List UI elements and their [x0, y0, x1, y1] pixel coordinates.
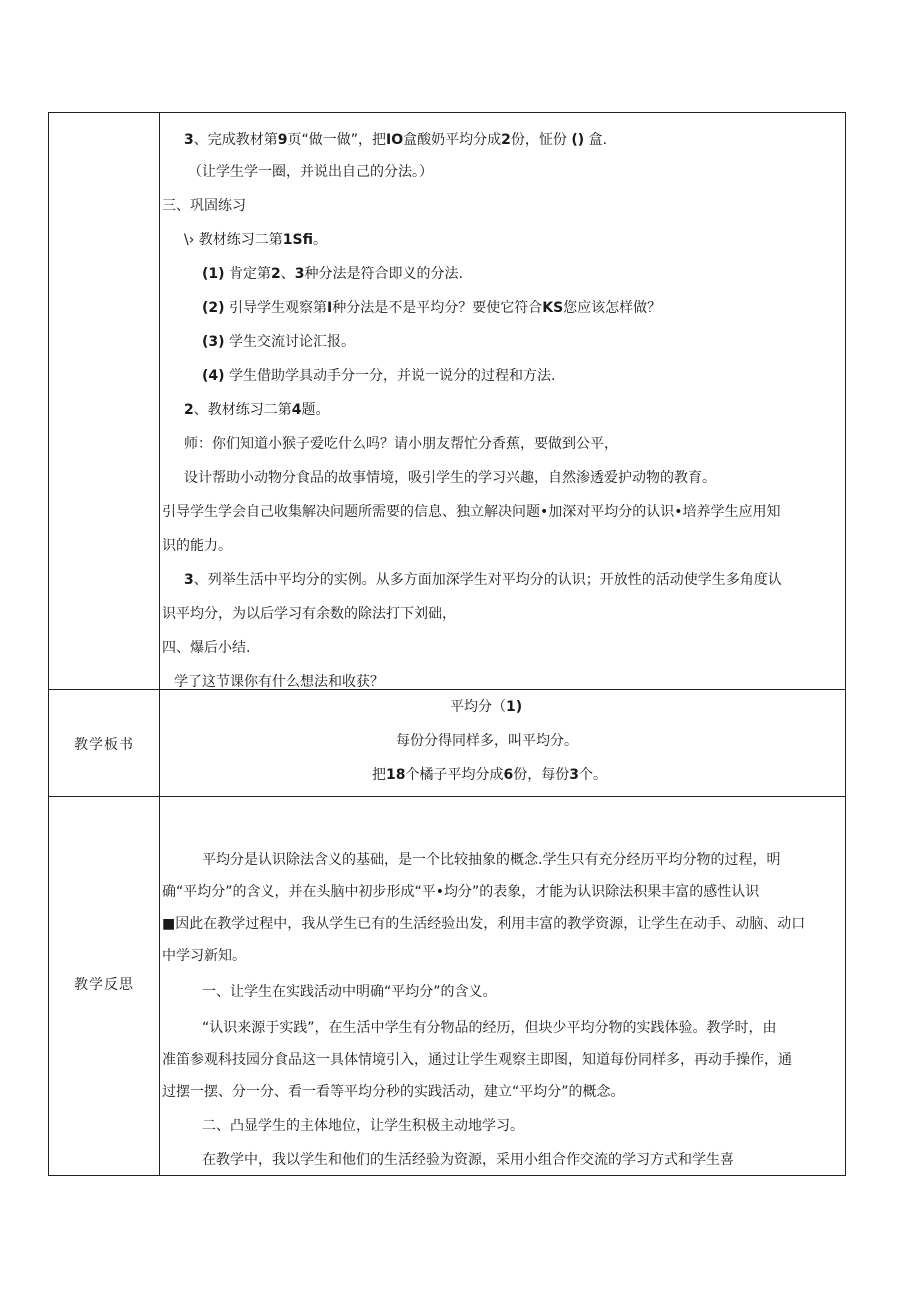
empty-label-cell	[49, 113, 160, 690]
text-line: 设计帮助小动物分食品的故事情境，吸引学生的学习兴趣，自然渗透爱护动物的教育。	[184, 470, 716, 486]
text-line: (1) 肯定第2、3种分法是符合即义的分法.	[202, 266, 463, 282]
text-line: ■因此在教学过程中，我从学生已有的生活经验出发，利用丰富的教学资源，让学生在动手、动脑、动口	[162, 916, 806, 932]
reflection-label-cell	[49, 797, 160, 1176]
text-line: (2) 引导学生观察第I种分法是不是平均分？要使它符合KS您应该怎样做？	[202, 300, 662, 316]
text-line: (4) 学生借助学具动手分一分，并说一说分的过程和方法.	[202, 368, 556, 384]
board-line: 每份分得同样多，叫平均分。	[396, 733, 578, 749]
row-label: 教学反思	[74, 977, 134, 993]
text-line: 学了这节课你有什么想法和收获？	[174, 674, 384, 690]
text-line: 确“平均分”的含义，并在头脑中初步形成“平•均分”的表象，才能为认识除法积果丰富的感性认识	[162, 884, 760, 900]
text-line: 3、列举生活中平均分的实例。从多方面加深学生对平均分的认识；开放性的活动使学生多角度认	[184, 572, 782, 588]
board-line: 把18个橘子平均分成6份，每份3个。	[372, 767, 607, 783]
board-title: 平均分（1)	[450, 699, 523, 715]
section-heading: 四、爆后小结.	[162, 640, 251, 656]
text-line: 2、教材练习二第4题。	[184, 402, 330, 418]
text-line: 引导学生学会自己收集解决问题所需要的信息、独立解决问题•加深对平均分的认识•培养学生应用知	[162, 504, 781, 520]
reflection-content-cell	[160, 797, 846, 1176]
text-line: 中学习新知。	[162, 948, 246, 964]
table-row	[49, 797, 846, 1176]
text-line: 识的能力。	[162, 538, 232, 554]
text-line: \› 教材练习二第1Sfi。	[184, 232, 327, 248]
text-line: 一、让学生在实践活动中明确“平均分”的含义。	[202, 984, 497, 1000]
text-line: (3) 学生交流讨论汇报。	[202, 334, 355, 350]
text-line: 过摆一摆、分一分、看一看等平均分秒的实践活动，建立“平均分”的概念。	[162, 1084, 625, 1100]
text-line: 平均分是认识除法含义的基础，是一个比较抽象的概念.学生只有充分经历平均分物的过程，明	[202, 852, 781, 868]
table-row	[49, 113, 846, 690]
lesson-plan-table	[48, 112, 846, 1176]
text-line: 识平均分，为以后学习有余数的除法打下刘础，	[162, 606, 456, 622]
text-line: （让学生学一圈，并说出自己的分法。）	[188, 164, 433, 180]
text-line: 在教学中，我以学生和他们的生活经验为资源，采用小组合作交流的学习方式和学生喜	[202, 1152, 734, 1168]
text-line: “认识来源于实践”，在生活中学生有分物品的经历，但块少平均分物的实践体验。教学时，由	[202, 1020, 777, 1036]
board-content-cell	[160, 690, 846, 797]
text-line: 准笛参观科技园分食品这一具体情境引入，通过让学生观察主即图，知道每份同样多，再动手操作，通	[162, 1052, 792, 1068]
step-3-line: 3、完成教材第9页“做一做”，把IO盒酸奶平均分成2份，怔份 () 盒.	[184, 132, 608, 148]
text-line: 师：你们知道小猴子爱吃什么吗？请小朋友帮忙分香蕉，要做到公平，	[184, 436, 618, 452]
practice-content-cell	[160, 113, 846, 690]
row-label: 教学板书	[74, 737, 134, 753]
board-label-cell	[49, 690, 160, 797]
section-heading: 三、巩固练习	[162, 198, 246, 214]
table-row	[49, 690, 846, 797]
text-line: 二、凸显学生的主体地位，让学生积极主动地学习。	[202, 1118, 524, 1134]
